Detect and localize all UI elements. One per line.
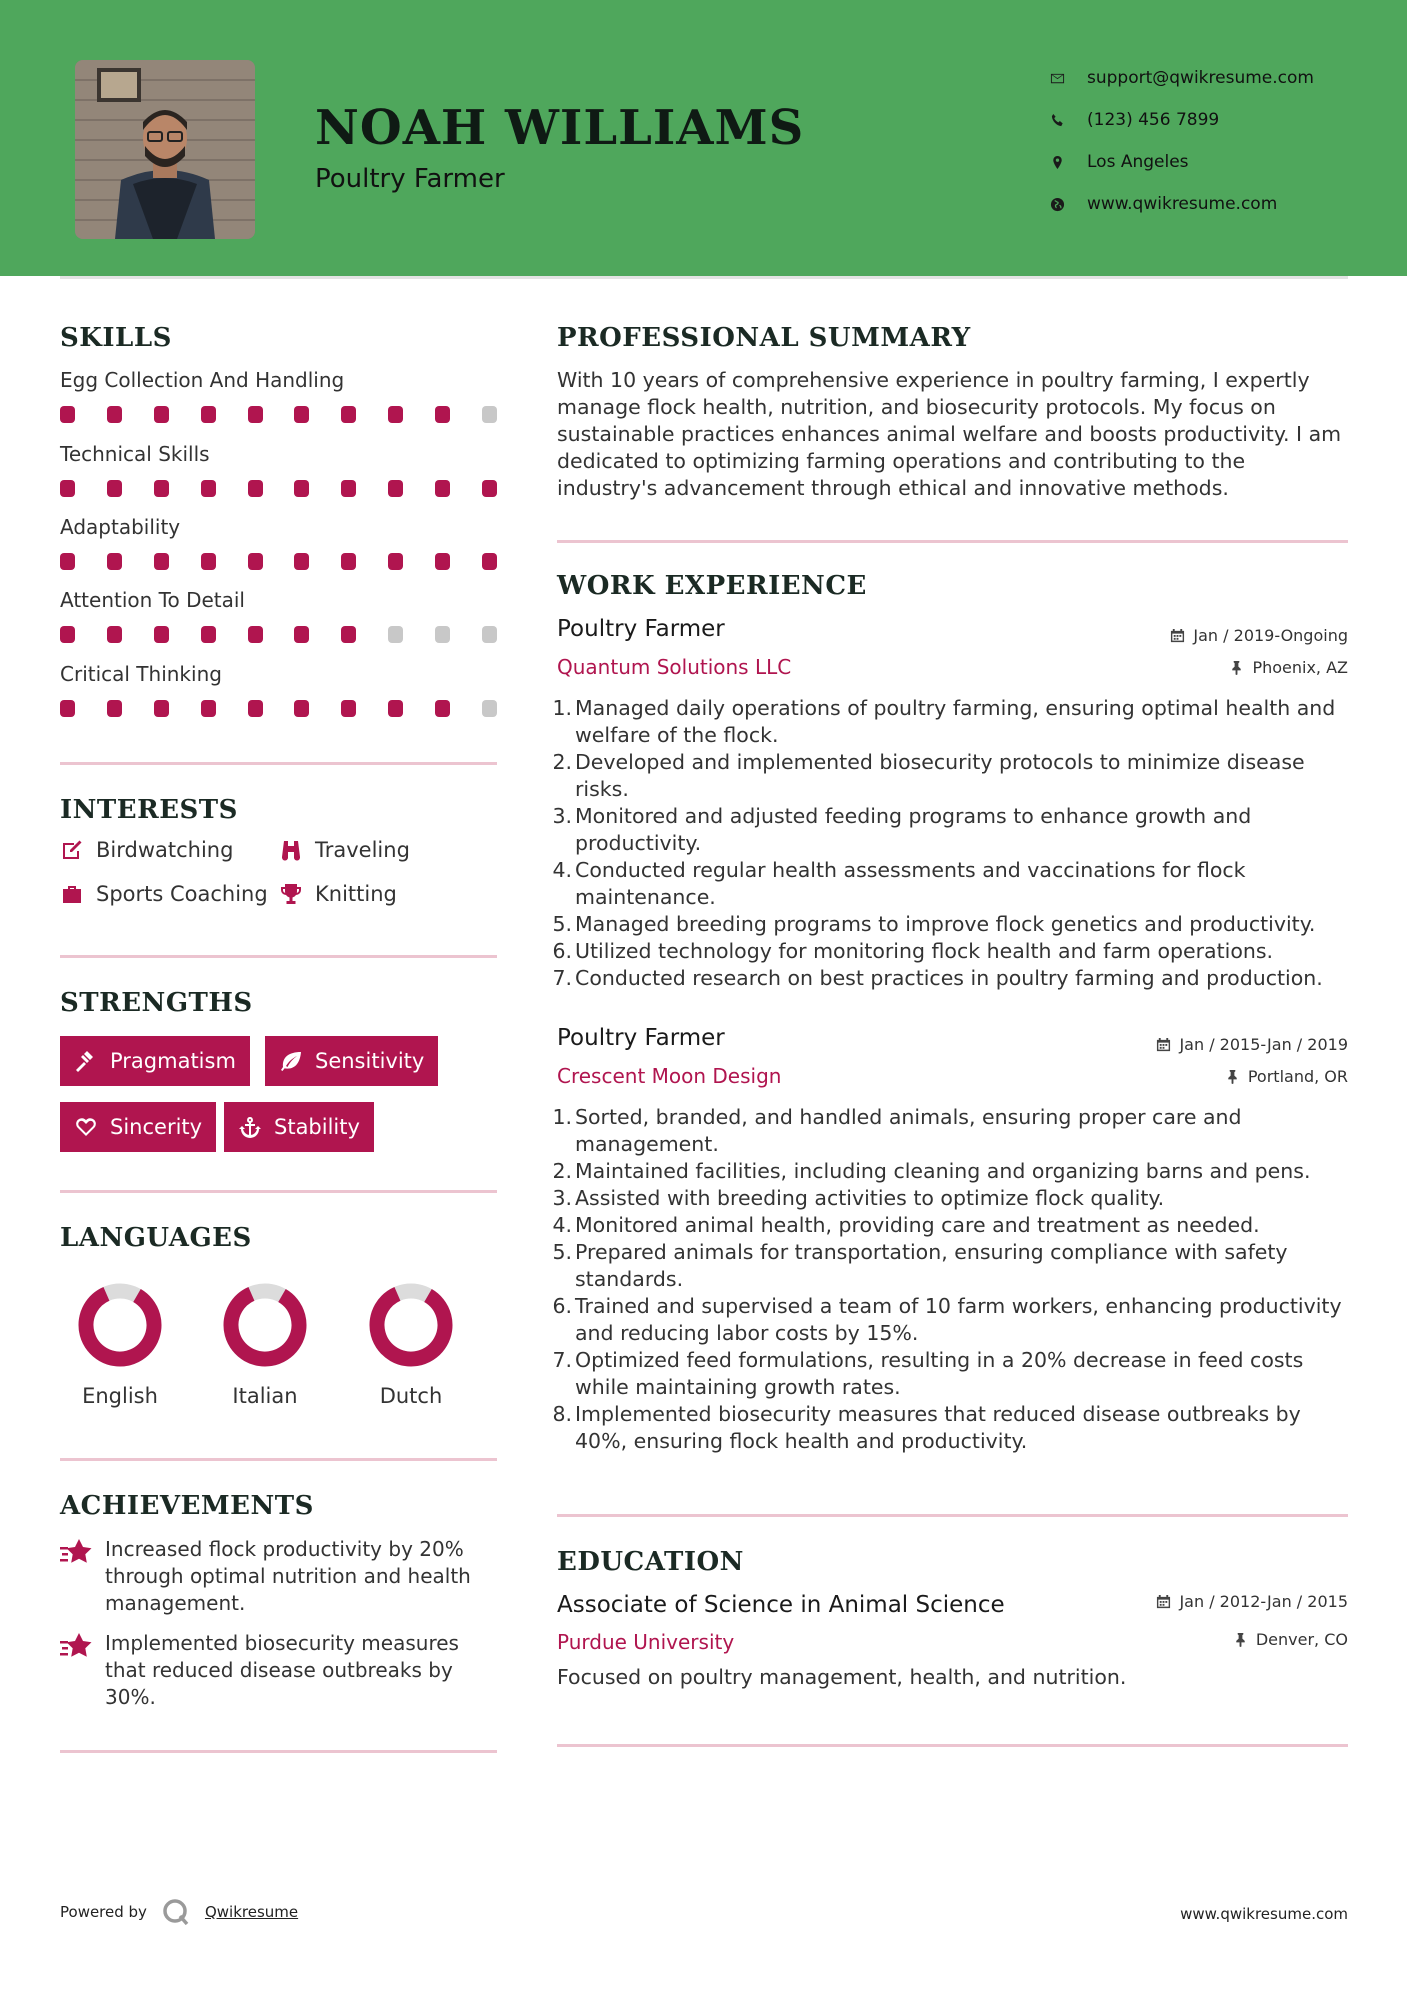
skill-dot-empty bbox=[482, 700, 497, 717]
job-bullet bbox=[550, 857, 1350, 911]
skill-dot-filled bbox=[341, 480, 356, 497]
anchor-icon bbox=[238, 1115, 262, 1139]
language-name: Dutch bbox=[379, 1384, 443, 1408]
skill-dot-filled bbox=[435, 700, 450, 717]
skill-rating bbox=[60, 553, 497, 570]
strengths-title: STRENGTHS bbox=[60, 988, 253, 1018]
bullet-text: Utilized technology for monitoring flock health and farm operations. bbox=[575, 939, 1274, 963]
edit-icon bbox=[60, 838, 84, 862]
profile-photo bbox=[75, 60, 255, 239]
skill-dot-filled bbox=[201, 406, 216, 423]
achievement-text: Increased flock productivity by 20% through optimal nutrition and health management. bbox=[105, 1537, 471, 1615]
bullet-number: 1. bbox=[552, 1105, 572, 1129]
skill-name: Attention To Detail bbox=[60, 588, 245, 612]
education-location-text: Denver, CO bbox=[1255, 1630, 1348, 1649]
skill-dot-filled bbox=[201, 700, 216, 717]
job-bullet bbox=[550, 1185, 1350, 1212]
company-name: Quantum Solutions LLC bbox=[557, 655, 792, 679]
school-name: Purdue University bbox=[557, 1630, 735, 1654]
skill-rating bbox=[60, 700, 497, 717]
strength-label: Sincerity bbox=[110, 1115, 203, 1139]
bullet-number: 2. bbox=[552, 1159, 572, 1183]
achievement-item bbox=[60, 1536, 500, 1617]
interest-label: Knitting bbox=[315, 882, 397, 906]
skill-rating bbox=[60, 406, 497, 423]
candidate-name: NOAH WILLIAMS bbox=[315, 100, 805, 156]
star-icon bbox=[60, 1538, 92, 1566]
skill-dot-filled bbox=[154, 480, 169, 497]
skill-dot-filled bbox=[482, 553, 497, 570]
section-divider bbox=[60, 1750, 497, 1753]
calendar-icon bbox=[1156, 1594, 1171, 1609]
skill-dot-filled bbox=[388, 553, 403, 570]
powered-by-label: Powered by bbox=[60, 1903, 147, 1921]
job-bullet bbox=[550, 1104, 1350, 1158]
skill-dot-filled bbox=[107, 480, 122, 497]
section-divider bbox=[557, 1514, 1348, 1517]
contact-email[interactable] bbox=[1050, 57, 1314, 99]
education-dates-text: Jan / 2012-Jan / 2015 bbox=[1179, 1592, 1348, 1611]
bullet-text: Managed breeding programs to improve flock genetics and productivity. bbox=[575, 912, 1316, 936]
job-bullet bbox=[550, 1347, 1350, 1401]
skill-dot-filled bbox=[154, 406, 169, 423]
language-gauge bbox=[77, 1282, 163, 1368]
skill-dot-empty bbox=[388, 626, 403, 643]
summary-text: With 10 years of comprehensive experience in poultry farming, I expertly manage flock health, nutrition, and biosecurity protocols. My focus on sustainable practices enhances animal welfare and boosts productivity. I am dedicated to optimizing farming operations and contributing to the industry's advancement through ethical and innovative methods. bbox=[557, 368, 1342, 500]
qwikresume-logo-icon bbox=[161, 1897, 191, 1927]
bullet-text: Conducted regular health assessments and vaccinations for flock maintenance. bbox=[575, 858, 1246, 909]
leaf-icon bbox=[279, 1049, 303, 1073]
contact-website[interactable] bbox=[1050, 183, 1314, 225]
job-dates-text: Jan / 2015-Jan / 2019 bbox=[1179, 1035, 1348, 1054]
bullet-text: Maintained facilities, including cleaning and organizing barns and pens. bbox=[575, 1159, 1311, 1183]
skills-title: SKILLS bbox=[60, 323, 172, 353]
interest-item bbox=[60, 882, 268, 906]
language-name: English bbox=[82, 1384, 158, 1408]
language-item bbox=[195, 1282, 335, 1408]
language-gauge bbox=[222, 1282, 308, 1368]
star-icon bbox=[60, 1632, 92, 1660]
section-divider bbox=[60, 1190, 497, 1193]
bullet-text: Trained and supervised a team of 10 farm workers, enhancing productivity and reducing labor costs by 15%. bbox=[575, 1294, 1342, 1345]
skill-dot-filled bbox=[201, 480, 216, 497]
candidate-role: Poultry Farmer bbox=[315, 164, 505, 194]
skill-dot-filled bbox=[154, 553, 169, 570]
achievement-item bbox=[60, 1630, 500, 1711]
skill-dot-filled bbox=[201, 553, 216, 570]
skill-dot-empty bbox=[435, 626, 450, 643]
achievements-title: ACHIEVEMENTS bbox=[60, 1491, 314, 1521]
resume-header bbox=[0, 0, 1407, 276]
section-divider bbox=[557, 540, 1348, 543]
interest-item bbox=[60, 838, 233, 862]
job-location bbox=[1229, 658, 1348, 677]
skill-dot-filled bbox=[341, 406, 356, 423]
achievement-text: Implemented biosecurity measures that reduced disease outbreaks by 30%. bbox=[105, 1631, 459, 1709]
bullet-text: Implemented biosecurity measures that reduced disease outbreaks by 40%, ensuring flock health and productivity. bbox=[575, 1402, 1301, 1453]
globe-icon bbox=[1050, 197, 1087, 212]
gavel-icon bbox=[74, 1049, 98, 1073]
strength-chip bbox=[265, 1036, 438, 1086]
section-divider bbox=[60, 955, 497, 958]
skill-rating bbox=[60, 480, 497, 497]
languages-title: LANGUAGES bbox=[60, 1223, 252, 1253]
trophy-icon bbox=[279, 882, 303, 906]
skill-dot-filled bbox=[388, 700, 403, 717]
skill-dot-filled bbox=[60, 626, 75, 643]
bullet-text: Monitored and adjusted feeding programs to enhance growth and productivity. bbox=[575, 804, 1252, 855]
interest-item bbox=[279, 882, 397, 906]
skill-dot-filled bbox=[294, 626, 309, 643]
bullet-number: 7. bbox=[552, 966, 572, 990]
bullet-number: 4. bbox=[552, 1213, 572, 1237]
skill-name: Technical Skills bbox=[60, 442, 210, 466]
skill-dot-filled bbox=[435, 406, 450, 423]
contact-location bbox=[1050, 141, 1314, 183]
skill-dot-filled bbox=[154, 700, 169, 717]
contact-phone-text: (123) 456 7899 bbox=[1087, 110, 1220, 130]
job-bullet bbox=[550, 803, 1350, 857]
strength-label: Stability bbox=[274, 1115, 360, 1139]
pin-icon bbox=[1233, 1632, 1248, 1647]
job-bullet bbox=[550, 938, 1350, 965]
skill-dot-filled bbox=[248, 480, 263, 497]
job-bullet bbox=[550, 911, 1350, 938]
bullet-text: Optimized feed formulations, resulting in a 20% decrease in feed costs while maintaining growth rates. bbox=[575, 1348, 1304, 1399]
briefcase-icon bbox=[60, 882, 84, 906]
footer-website[interactable]: www.qwikresume.com bbox=[1180, 1905, 1348, 1923]
language-item bbox=[50, 1282, 190, 1408]
strength-label: Pragmatism bbox=[110, 1049, 236, 1073]
bullet-text: Assisted with breeding activities to optimize flock quality. bbox=[575, 1186, 1165, 1210]
skill-dot-filled bbox=[482, 480, 497, 497]
education-title: EDUCATION bbox=[557, 1547, 744, 1577]
skill-dot-filled bbox=[107, 626, 122, 643]
degree-title: Associate of Science in Animal Science bbox=[557, 1592, 1005, 1618]
section-divider bbox=[60, 1458, 497, 1461]
job-location bbox=[1225, 1067, 1348, 1086]
job-location-text: Portland, OR bbox=[1247, 1067, 1348, 1086]
skill-dot-filled bbox=[388, 406, 403, 423]
bullet-number: 3. bbox=[552, 804, 572, 828]
education-location bbox=[1233, 1630, 1348, 1649]
job-dates bbox=[1170, 626, 1348, 645]
phone-icon bbox=[1050, 113, 1087, 128]
skill-rating bbox=[60, 626, 497, 643]
job-bullets bbox=[550, 695, 1350, 992]
strength-chip bbox=[60, 1036, 250, 1086]
skill-dot-filled bbox=[60, 553, 75, 570]
interest-item bbox=[279, 838, 410, 862]
skill-dot-empty bbox=[482, 406, 497, 423]
experience-title: WORK EXPERIENCE bbox=[557, 571, 867, 601]
skill-dot-filled bbox=[435, 553, 450, 570]
calendar-icon bbox=[1170, 628, 1185, 643]
job-title: Poultry Farmer bbox=[557, 616, 725, 642]
job-bullet bbox=[550, 1293, 1350, 1347]
bullet-text: Developed and implemented biosecurity protocols to minimize disease risks. bbox=[575, 750, 1305, 801]
skill-dot-filled bbox=[435, 480, 450, 497]
contact-email-text: support@qwikresume.com bbox=[1087, 68, 1314, 88]
job-bullet bbox=[550, 695, 1350, 749]
strength-chip bbox=[224, 1102, 374, 1152]
qwikresume-link[interactable]: Qwikresume bbox=[204, 1903, 299, 1921]
bullet-text: Sorted, branded, and handled animals, ensuring proper care and management. bbox=[575, 1105, 1242, 1156]
skill-dot-filled bbox=[107, 406, 122, 423]
skill-dot-filled bbox=[107, 700, 122, 717]
bullet-number: 5. bbox=[552, 912, 572, 936]
bullet-text: Managed daily operations of poultry farming, ensuring optimal health and welfare of the flock. bbox=[575, 696, 1336, 747]
binoculars-icon bbox=[279, 838, 303, 862]
strength-label: Sensitivity bbox=[315, 1049, 425, 1073]
skill-dot-filled bbox=[248, 626, 263, 643]
job-location-text: Phoenix, AZ bbox=[1252, 658, 1348, 677]
bullet-number: 7. bbox=[552, 1348, 572, 1372]
skill-dot-filled bbox=[248, 553, 263, 570]
job-bullet bbox=[550, 1401, 1350, 1455]
skill-name: Critical Thinking bbox=[60, 662, 222, 686]
bullet-number: 6. bbox=[552, 939, 572, 963]
interest-label: Sports Coaching bbox=[96, 882, 268, 906]
summary-title: PROFESSIONAL SUMMARY bbox=[557, 323, 971, 353]
pin-icon bbox=[1225, 1069, 1240, 1084]
skill-dot-filled bbox=[294, 700, 309, 717]
bullet-text: Conducted research on best practices in poultry farming and production. bbox=[575, 966, 1323, 990]
job-bullet bbox=[550, 1239, 1350, 1293]
skill-name: Egg Collection And Handling bbox=[60, 368, 345, 392]
language-item bbox=[341, 1282, 481, 1408]
contact-phone[interactable] bbox=[1050, 99, 1314, 141]
education-description: Focused on poultry management, health, and nutrition. bbox=[557, 1665, 1127, 1689]
language-gauge bbox=[368, 1282, 454, 1368]
skill-dot-filled bbox=[341, 700, 356, 717]
envelope-icon bbox=[1050, 71, 1087, 86]
section-divider bbox=[60, 762, 497, 765]
company-name: Crescent Moon Design bbox=[557, 1064, 782, 1088]
skill-dot-filled bbox=[341, 626, 356, 643]
job-bullet bbox=[550, 1212, 1350, 1239]
skill-dot-filled bbox=[154, 626, 169, 643]
bullet-number: 4. bbox=[552, 858, 572, 882]
skill-dot-filled bbox=[248, 700, 263, 717]
bullet-number: 6. bbox=[552, 1294, 572, 1318]
skill-dot-filled bbox=[60, 480, 75, 497]
interest-label: Birdwatching bbox=[96, 838, 234, 862]
bullet-number: 5. bbox=[552, 1240, 572, 1264]
education-dates bbox=[1156, 1592, 1348, 1611]
skill-dot-filled bbox=[388, 480, 403, 497]
bullet-text: Prepared animals for transportation, ensuring compliance with safety standards. bbox=[575, 1240, 1288, 1291]
calendar-icon bbox=[1156, 1037, 1171, 1052]
bullet-number: 2. bbox=[552, 750, 572, 774]
skill-dot-filled bbox=[294, 480, 309, 497]
skill-dot-filled bbox=[201, 626, 216, 643]
map-marker-icon bbox=[1050, 155, 1087, 170]
job-bullet bbox=[550, 965, 1350, 992]
job-dates bbox=[1156, 1035, 1348, 1054]
job-bullet bbox=[550, 749, 1350, 803]
job-dates-text: Jan / 2019-Ongoing bbox=[1193, 626, 1348, 645]
language-name: Italian bbox=[232, 1384, 298, 1408]
job-bullet bbox=[550, 1158, 1350, 1185]
skill-dot-filled bbox=[60, 700, 75, 717]
skill-dot-filled bbox=[294, 553, 309, 570]
contact-location-text: Los Angeles bbox=[1087, 152, 1189, 172]
skill-dot-filled bbox=[294, 406, 309, 423]
skill-dot-filled bbox=[248, 406, 263, 423]
header-divider bbox=[60, 276, 1348, 279]
section-divider bbox=[557, 1744, 1348, 1747]
skill-dot-filled bbox=[107, 553, 122, 570]
skill-dot-filled bbox=[60, 406, 75, 423]
bullet-number: 1. bbox=[552, 696, 572, 720]
job-bullets bbox=[550, 1104, 1350, 1455]
contact-list bbox=[1050, 57, 1314, 225]
heart-icon bbox=[74, 1115, 98, 1139]
pin-icon bbox=[1229, 660, 1244, 675]
skill-dot-filled bbox=[341, 553, 356, 570]
bullet-text: Monitored animal health, providing care and treatment as needed. bbox=[575, 1213, 1260, 1237]
interest-label: Traveling bbox=[315, 838, 410, 862]
strength-chip bbox=[60, 1102, 216, 1152]
contact-website-text: www.qwikresume.com bbox=[1087, 194, 1278, 214]
skill-dot-empty bbox=[482, 626, 497, 643]
job-title: Poultry Farmer bbox=[557, 1025, 725, 1051]
interests-title: INTERESTS bbox=[60, 795, 238, 825]
bullet-number: 3. bbox=[552, 1186, 572, 1210]
skill-name: Adaptability bbox=[60, 515, 181, 539]
bullet-number: 8. bbox=[552, 1402, 572, 1426]
footer-branding bbox=[60, 1897, 298, 1927]
